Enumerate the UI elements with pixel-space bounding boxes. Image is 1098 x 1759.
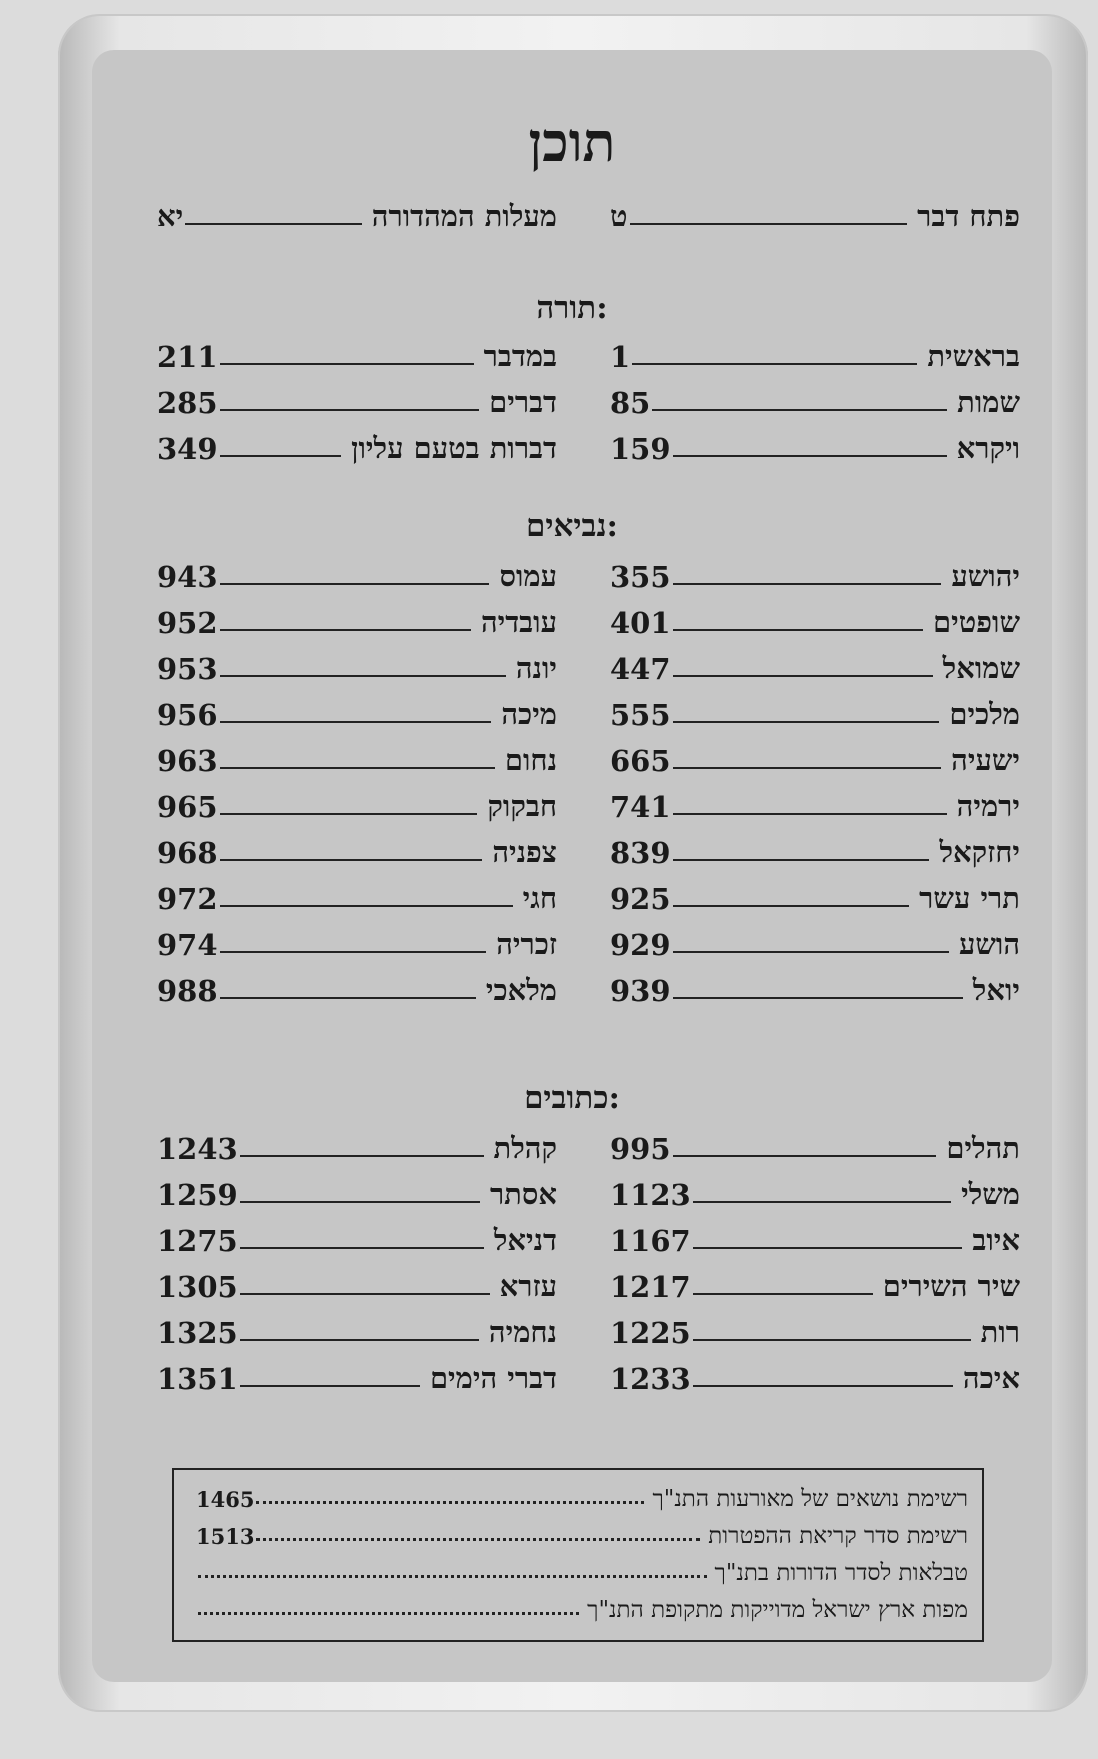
- appendix-entry: [196, 1550, 968, 1586]
- entry-page: 665: [610, 744, 671, 778]
- entry-name: מפות ארץ ישראל מדוייקות מתקופת התנ"ך: [587, 1597, 968, 1623]
- leader-line: [693, 1247, 963, 1249]
- toc-entry: [157, 1168, 557, 1212]
- leader-line: [220, 721, 492, 723]
- entry-page: 555: [610, 698, 671, 732]
- entry-name: נחום: [504, 743, 557, 777]
- toc-entry: [157, 376, 557, 420]
- entry-name: שמואל: [942, 651, 1020, 685]
- entry-page: 85: [610, 386, 651, 420]
- entry-name: רשימת נושאים של מאורעות התנ"ך: [652, 1486, 968, 1512]
- leader-line: [220, 951, 487, 953]
- leader-line: [673, 997, 963, 999]
- toc-entry: [157, 550, 557, 594]
- entry-name: מעלות המהדורה: [371, 199, 557, 233]
- toc-entry: [157, 1214, 557, 1258]
- entry-name: יואל: [972, 973, 1020, 1007]
- leader-line: [693, 1339, 971, 1341]
- entry-page: 965: [157, 790, 218, 824]
- leader-line: [673, 675, 933, 677]
- toc-entry: [610, 1352, 1020, 1396]
- leader-dots: [198, 1612, 579, 1615]
- section-heading-torah: תורה:: [536, 290, 608, 326]
- entry-page: 1275: [157, 1224, 238, 1258]
- leader-line: [673, 1155, 937, 1157]
- entry-name: דברות בטעם עליון: [351, 431, 557, 465]
- leader-line: [673, 951, 949, 953]
- entry-page: 963: [157, 744, 218, 778]
- entry-page: 972: [157, 882, 218, 916]
- entry-name: ויקרא: [956, 431, 1020, 465]
- toc-entry: [157, 422, 557, 466]
- toc-entry: [157, 734, 557, 778]
- toc-entry: [610, 550, 1020, 594]
- entry-page: 1305: [157, 1270, 238, 1304]
- toc-entry: [157, 688, 557, 732]
- entry-name: רשימת סדר קריאת ההפטרות: [708, 1523, 968, 1549]
- leader-line: [220, 583, 490, 585]
- entry-name: זכריה: [496, 927, 557, 961]
- leader-line: [240, 1339, 479, 1341]
- entry-page: 1351: [157, 1362, 238, 1396]
- leader-line: [240, 1247, 484, 1249]
- leader-line: [220, 767, 495, 769]
- toc-entry: [157, 1352, 557, 1396]
- toc-entry: [610, 780, 1020, 824]
- appendix-box: [172, 1468, 984, 1642]
- leader-line: [220, 455, 342, 457]
- leader-line: [652, 409, 947, 411]
- leader-line: [673, 629, 924, 631]
- leader-line: [220, 813, 478, 815]
- entry-page: 1: [610, 340, 631, 374]
- entry-page: ט: [610, 199, 628, 233]
- leader-line: [220, 905, 513, 907]
- entry-name: קהלת: [493, 1131, 557, 1165]
- entry-name: מלאכי: [485, 973, 557, 1007]
- leader-line: [220, 997, 476, 999]
- entry-name: רות: [980, 1315, 1020, 1349]
- toc-entry: [610, 1260, 1020, 1304]
- entry-page: 925: [610, 882, 671, 916]
- entry-name: איכה: [962, 1361, 1020, 1395]
- toc-entry: [610, 826, 1020, 870]
- entry-name: דברי הימים: [429, 1361, 557, 1395]
- toc-entry: [610, 1306, 1020, 1350]
- entry-name: ישעיה: [951, 743, 1020, 777]
- entry-name: תרי עשר: [919, 881, 1020, 915]
- entry-name: מלכים: [949, 697, 1020, 731]
- leader-dots: [256, 1501, 644, 1504]
- leader-line: [673, 813, 947, 815]
- entry-name: איוב: [972, 1223, 1020, 1257]
- entry-page: 349: [157, 432, 218, 466]
- toc-entry: [610, 642, 1020, 686]
- entry-name: פתח דבר: [917, 199, 1020, 233]
- toc-entry: [157, 964, 557, 1008]
- page-title: תוכן: [528, 110, 616, 174]
- entry-page: 1167: [610, 1224, 691, 1258]
- entry-name: יונה: [515, 651, 557, 685]
- entry-name: אסתר: [489, 1177, 557, 1211]
- entry-page: 159: [610, 432, 671, 466]
- leader-line: [185, 223, 362, 225]
- entry-page: 953: [157, 652, 218, 686]
- toc-entry: [610, 330, 1020, 374]
- entry-name: משלי: [961, 1177, 1020, 1211]
- section-heading-ketuvim: כתובים:: [524, 1080, 620, 1116]
- toc-entry: [157, 872, 557, 916]
- entry-name: שמות: [957, 385, 1020, 419]
- toc-entry: [610, 918, 1020, 962]
- toc-entry: [157, 330, 557, 374]
- entry-page: יא: [157, 199, 184, 233]
- entry-name: דניאל: [493, 1223, 557, 1257]
- entry-page: 956: [157, 698, 218, 732]
- toc-entry: [610, 1122, 1020, 1166]
- entry-page: 1217: [610, 1270, 691, 1304]
- toc-entry: [157, 1122, 557, 1166]
- appendix-entry: [196, 1476, 968, 1512]
- leader-line: [240, 1293, 490, 1295]
- leader-line: [673, 721, 940, 723]
- toc-entry: [610, 1214, 1020, 1258]
- leader-line: [673, 859, 930, 861]
- toc-entry: [610, 596, 1020, 640]
- toc-entry: [610, 422, 1020, 466]
- entry-name: חגי: [522, 881, 557, 915]
- entry-name: שופטים: [933, 605, 1020, 639]
- leader-line: [673, 455, 947, 457]
- toc-entry: [610, 734, 1020, 778]
- toc-entry: [610, 376, 1020, 420]
- entry-name: עמוס: [499, 559, 557, 593]
- entry-page: 1513: [196, 1524, 255, 1549]
- entry-page: 974: [157, 928, 218, 962]
- leader-dots: [256, 1538, 700, 1541]
- entry-page: 741: [610, 790, 671, 824]
- entry-page: 447: [610, 652, 671, 686]
- leader-line: [220, 409, 480, 411]
- entry-page: 211: [157, 340, 218, 374]
- leader-line: [693, 1201, 951, 1203]
- entry-name: תהלים: [946, 1131, 1020, 1165]
- leader-line: [632, 363, 917, 365]
- toc-entry-intro-1: [610, 190, 1020, 234]
- entry-name: בראשית: [927, 339, 1020, 373]
- entry-page: 968: [157, 836, 218, 870]
- entry-page: 952: [157, 606, 218, 640]
- leader-line: [240, 1385, 420, 1387]
- entry-name: דברים: [489, 385, 557, 419]
- entry-name: יחזקאל: [939, 835, 1020, 869]
- entry-page: 995: [610, 1132, 671, 1166]
- toc-entry: [157, 1260, 557, 1304]
- entry-name: הושע: [958, 927, 1020, 961]
- leader-line: [240, 1201, 480, 1203]
- toc-entry: [157, 918, 557, 962]
- entry-name: עזרא: [499, 1269, 557, 1303]
- toc-entry: [157, 780, 557, 824]
- leader-line: [693, 1385, 953, 1387]
- entry-page: 939: [610, 974, 671, 1008]
- leader-dots: [198, 1575, 707, 1578]
- entry-name: שיר השירים: [882, 1269, 1020, 1303]
- entry-name: עובדיה: [480, 605, 557, 639]
- entry-page: 1123: [610, 1178, 691, 1212]
- leader-line: [220, 363, 474, 365]
- entry-page: 988: [157, 974, 218, 1008]
- entry-page: 355: [610, 560, 671, 594]
- leader-line: [630, 223, 908, 225]
- toc-entry: [157, 642, 557, 686]
- toc-entry: [610, 1168, 1020, 1212]
- entry-page: 1233: [610, 1362, 691, 1396]
- appendix-entry: [196, 1513, 968, 1549]
- leader-line: [240, 1155, 484, 1157]
- toc-entry: [157, 826, 557, 870]
- leader-line: [220, 859, 483, 861]
- leader-line: [673, 905, 910, 907]
- entry-name: מיכה: [501, 697, 557, 731]
- entry-name: צפניה: [492, 835, 557, 869]
- entry-name: חבקוק: [487, 789, 557, 823]
- leader-line: [673, 583, 942, 585]
- entry-name: במדבר: [483, 339, 557, 373]
- toc-entry: [157, 1306, 557, 1350]
- toc-entry-intro-2: [157, 190, 557, 234]
- appendix-entry: [196, 1587, 968, 1623]
- entry-page: 839: [610, 836, 671, 870]
- entry-name: ירמיה: [956, 789, 1020, 823]
- entry-page: 929: [610, 928, 671, 962]
- entry-name: נחמיה: [488, 1315, 557, 1349]
- entry-page: 943: [157, 560, 218, 594]
- entry-page: 401: [610, 606, 671, 640]
- leader-line: [220, 629, 471, 631]
- entry-page: 285: [157, 386, 218, 420]
- section-heading-neviim: נביאים:: [526, 508, 618, 544]
- leader-line: [220, 675, 506, 677]
- entry-page: 1243: [157, 1132, 238, 1166]
- entry-name: יהושע: [951, 559, 1020, 593]
- toc-entry: [157, 596, 557, 640]
- entry-page: 1259: [157, 1178, 238, 1212]
- entry-page: 1225: [610, 1316, 691, 1350]
- leader-line: [693, 1293, 873, 1295]
- toc-entry: [610, 872, 1020, 916]
- table-of-contents-page: [92, 50, 1052, 1682]
- toc-entry: [610, 688, 1020, 732]
- entry-page: 1465: [196, 1487, 255, 1512]
- entry-page: 1325: [157, 1316, 238, 1350]
- toc-entry: [610, 964, 1020, 1008]
- leader-line: [673, 767, 942, 769]
- entry-name: טבלאות לסדר הדורות בתנ"ך: [714, 1560, 968, 1586]
